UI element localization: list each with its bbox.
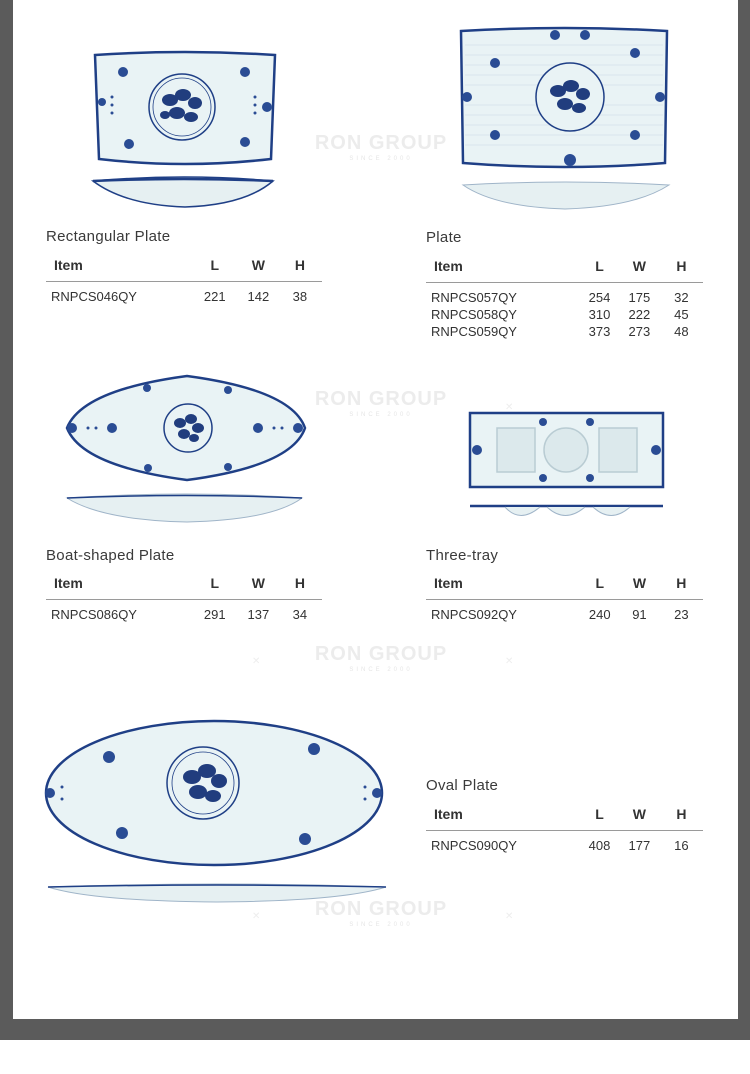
header-w: W — [239, 254, 278, 282]
header-w: W — [619, 255, 660, 283]
table-row: RNPCS092QY 240 91 23 — [431, 607, 689, 622]
table-row: RNPCS090QY 408 177 16 — [431, 838, 689, 853]
watermark: RON GROUP SINCE 2000 — [314, 132, 448, 162]
spec-table — [426, 803, 703, 854]
header-item: Item — [426, 572, 580, 600]
oval-plate-photo — [42, 715, 392, 910]
header-w: W — [619, 803, 660, 831]
spec-table — [46, 254, 322, 305]
header-h: H — [278, 572, 322, 600]
product-title: Boat-shaped Plate — [46, 547, 175, 564]
product-title: Three-tray — [426, 547, 499, 564]
header-h: H — [660, 803, 703, 831]
header-l: L — [580, 255, 619, 283]
product-title: Oval Plate — [426, 777, 499, 794]
product-title: Rectangular Plate — [46, 228, 171, 245]
header-w: W — [619, 572, 659, 600]
header-item: Item — [46, 572, 191, 600]
table-row: RNPCS086QY 291 137 34 — [51, 607, 308, 622]
table-row: RNPCS058QY 310 222 45 — [431, 307, 689, 322]
watermark: RON GROUP SINCE 2000 — [314, 898, 448, 928]
header-item: Item — [426, 255, 580, 283]
watermark: RON GROUP SINCE 2000 — [314, 643, 448, 673]
table-row: RNPCS059QY 373 273 48 — [431, 324, 689, 339]
header-l: L — [191, 254, 239, 282]
header-item: Item — [46, 254, 191, 282]
spec-table — [426, 572, 703, 623]
header-l: L — [191, 572, 239, 600]
header-h: H — [660, 572, 703, 600]
boat-shaped-plate-photo — [62, 370, 312, 530]
header-h: H — [660, 255, 703, 283]
header-w: W — [239, 572, 278, 600]
table-row: RNPCS046QY 221 142 38 — [51, 289, 308, 304]
rectangular-plate-photo — [85, 45, 285, 215]
header-h: H — [278, 254, 322, 282]
header-item: Item — [426, 803, 580, 831]
header-l: L — [580, 803, 619, 831]
three-tray-photo — [465, 408, 670, 530]
header-l: L — [580, 572, 619, 600]
spec-table — [426, 255, 703, 340]
table-row: RNPCS057QY 254 175 32 — [431, 290, 689, 305]
spec-table — [46, 572, 322, 623]
watermark: RON GROUP SINCE 2000 — [314, 388, 448, 418]
product-title: Plate — [426, 229, 462, 246]
plate-photo — [455, 25, 675, 215]
